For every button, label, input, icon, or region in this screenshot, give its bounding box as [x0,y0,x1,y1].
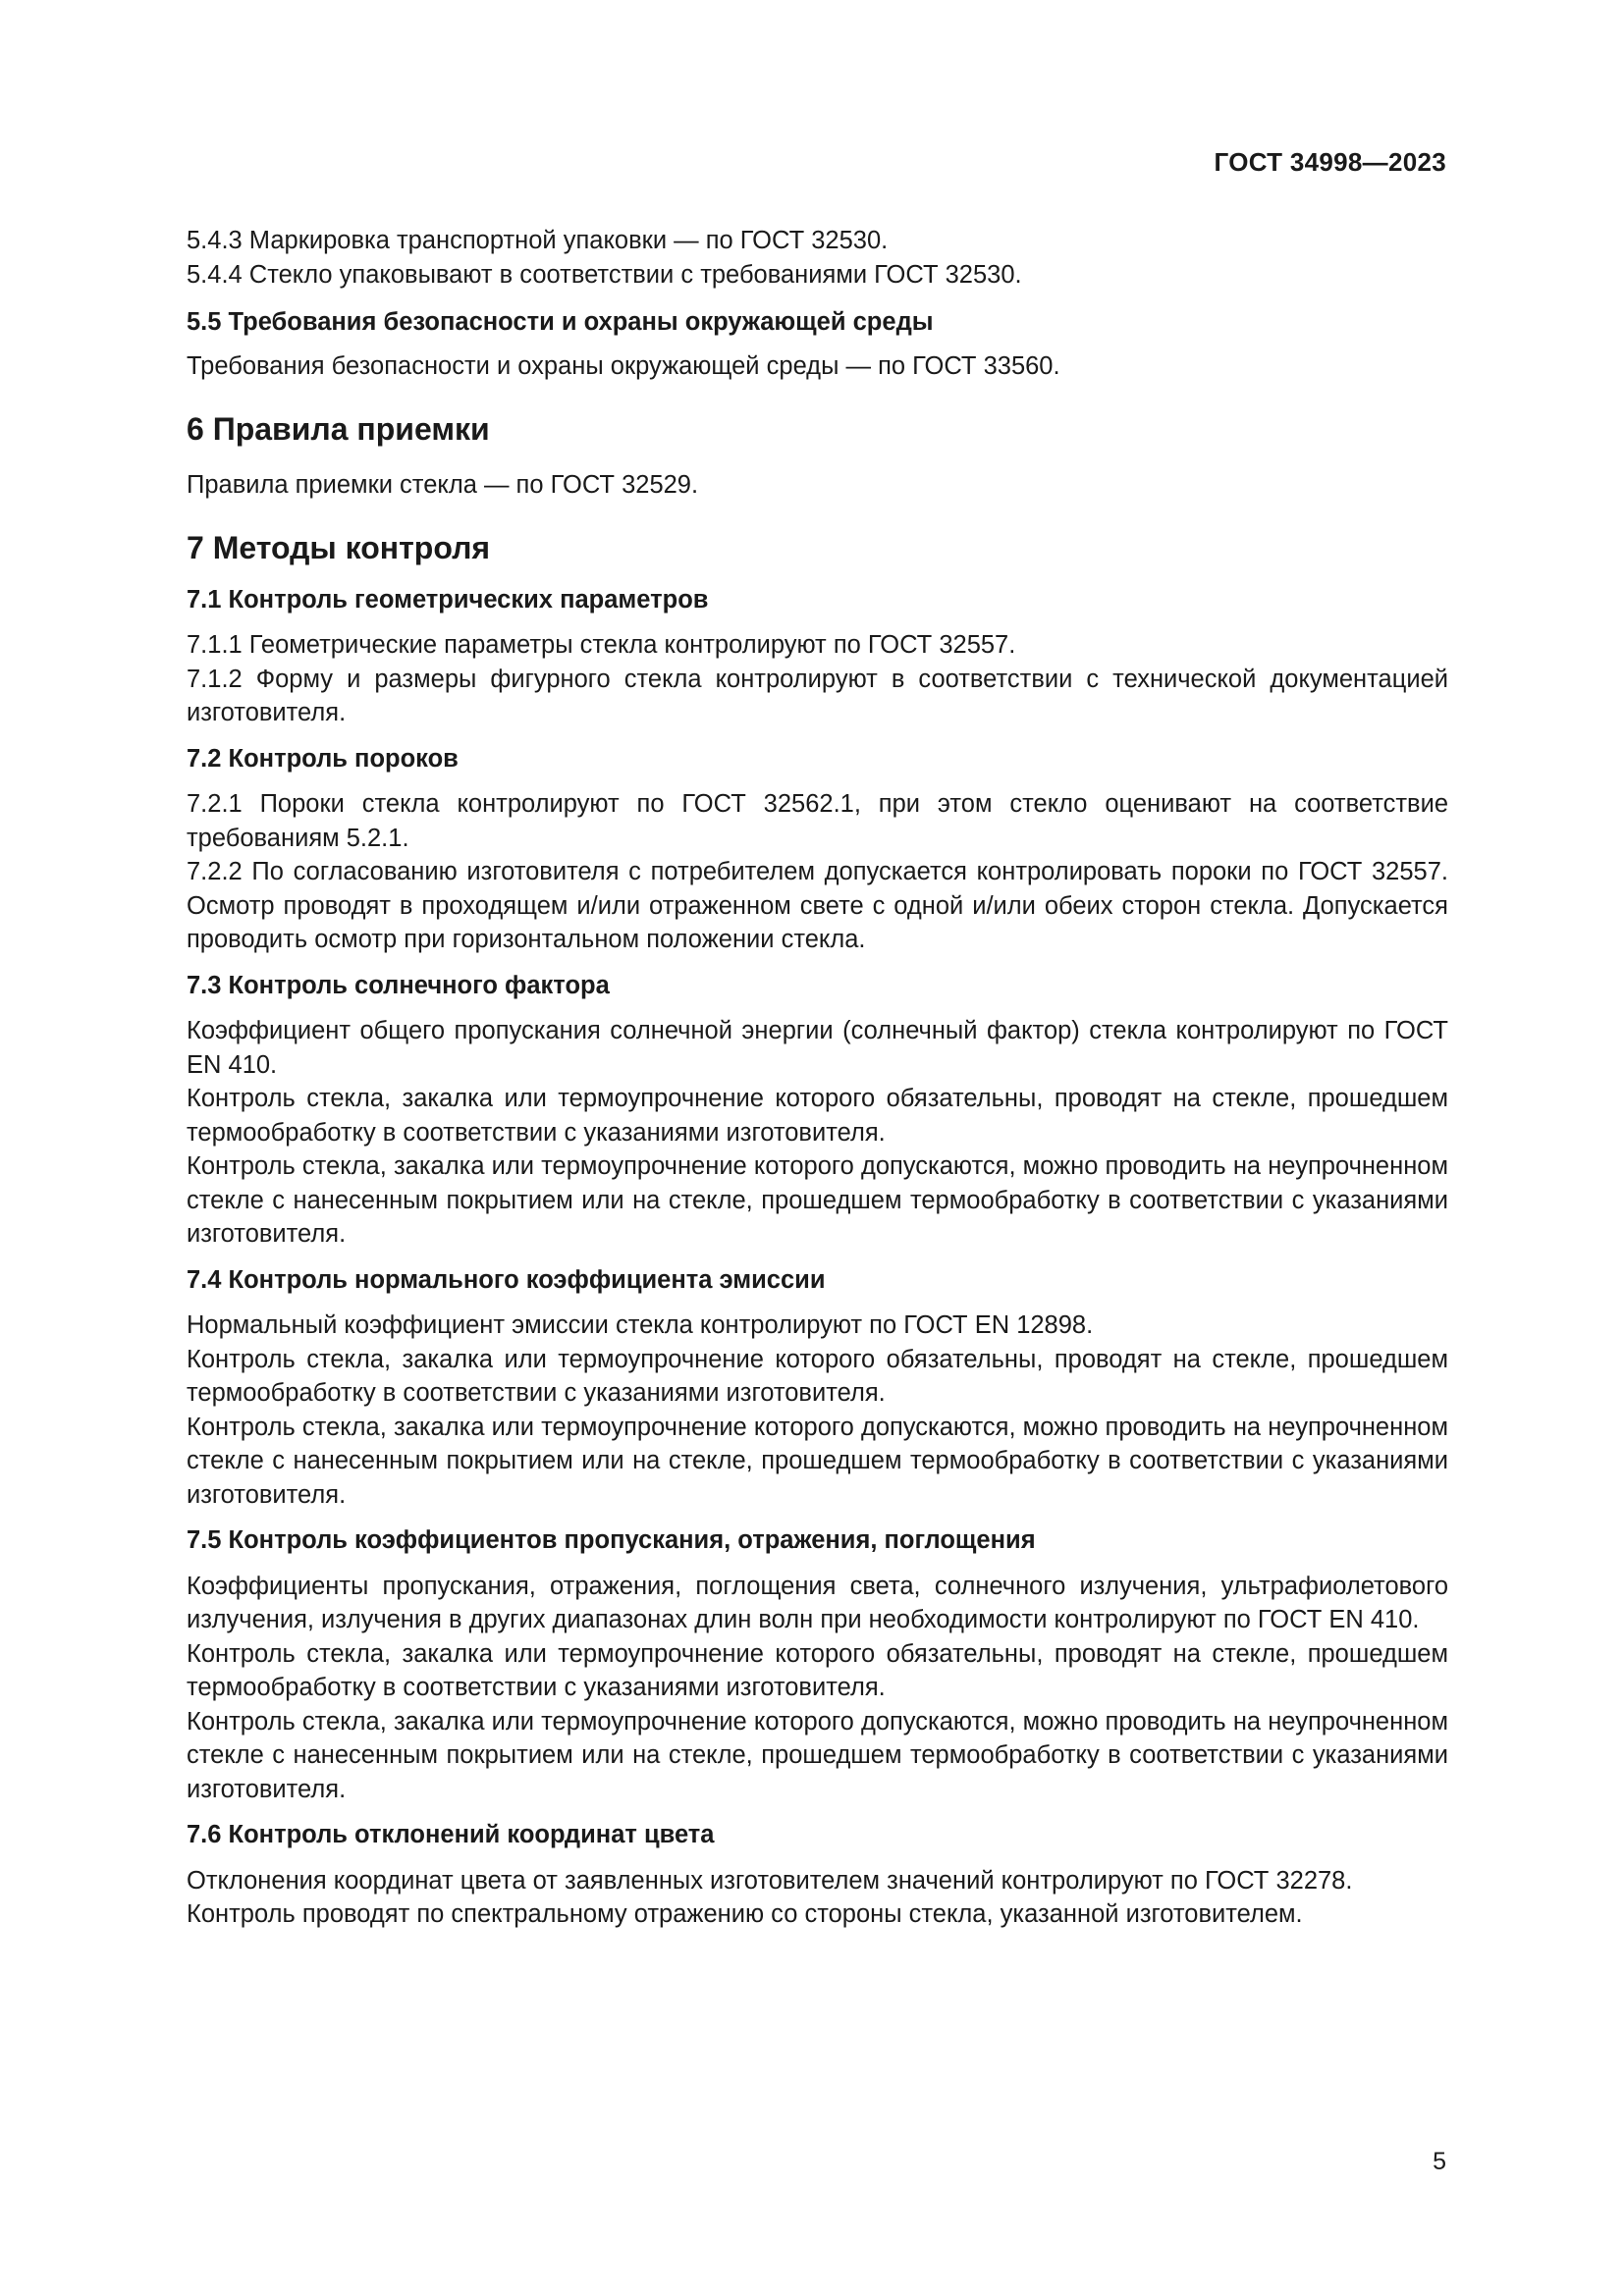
paragraph-7-4-b: Контроль стекла, закалка или термоупрочнение которого обязательны, проводят на стекле, прошедшем термообработку в соответствии с указаниями изготовителя. [187,1345,1448,1407]
clause-5-4-3: 5.4.3 Маркировка транспортной упаковки — по ГОСТ 32530. [187,227,889,254]
paragraph-7-3-c: Контроль стекла, закалка или термоупрочнение которого допускаются, можно проводить на неупрочненном стекле с нанесенным покрытием или на стекле, прошедшем термообработку в соответствии с указаниями изготовителя. [187,1152,1448,1248]
heading-7-2: 7.2 Контроль пороков [187,744,459,773]
heading-7-3: 7.3 Контроль солнечного фактора [187,971,610,999]
paragraph-7-5-c: Контроль стекла, закалка или термоупрочнение которого допускаются, можно проводить на неупрочненном стекле с нанесенным покрытием или на стекле, прошедшем термообработку в соответствии с указаниями изготовителя. [187,1707,1448,1803]
paragraph-7-3-b: Контроль стекла, закалка или термоупрочнение которого обязательны, проводят на стекле, прошедшем термообработку в соответствии с указаниями изготовителя. [187,1085,1448,1147]
heading-5-5: 5.5 Требования безопасности и охраны окружающей среды [187,308,934,336]
clause-7-1-1: 7.1.1 Геометрические параметры стекла контролируют по ГОСТ 32557. [187,631,1016,659]
paragraph-7-4-a: Нормальный коэффициент эмиссии стекла контролируют по ГОСТ EN 12898. [187,1311,1094,1339]
clause-7-2-2: 7.2.2 По согласованию изготовителя с потребителем допускается контролировать пороки по ГОСТ 32557. Осмотр проводят в проходящем и/или отраженном свете с одной и/или обеих сторон стекла. Допускается проводить осмотр при горизонтальном положении стекла. [187,858,1448,953]
clause-5-4-4: 5.4.4 Стекло упаковывают в соответствии с требованиями ГОСТ 32530. [187,260,1022,289]
document-body [187,224,1448,1932]
paragraph-7-4-c: Контроль стекла, закалка или термоупрочнение которого допускаются, можно проводить на неупрочненном стекле с нанесенным покрытием или на стекле, прошедшем термообработку в соответствии с указаниями изготовителя. [187,1413,1448,1509]
paragraph-7-3-a: Коэффициент общего пропускания солнечной энергии (солнечный фактор) стекла контролируют по ГОСТ EN 410. [187,1017,1448,1079]
heading-6: 6 Правила приемки [187,411,490,447]
heading-7-4: 7.4 Контроль нормального коэффициента эмиссии [187,1265,826,1294]
page-number: 5 [1433,2148,1446,2175]
document-id-header: ГОСТ 34998—2023 [1214,147,1446,177]
paragraph-7-5-a: Коэффициенты пропускания, отражения, поглощения света, солнечного излучения, ультрафиолетового излучения, излучения в других диапазонах длин волн при необходимости контролируют по ГОСТ EN 410. [187,1572,1448,1633]
heading-7-1: 7.1 Контроль геометрических параметров [187,585,709,614]
paragraph-6: Правила приемки стекла — по ГОСТ 32529. [187,470,699,499]
paragraph-7-6-b: Контроль проводят по спектральному отражению со стороны стекла, указанной изготовителем. [187,1900,1303,1928]
heading-7-5: 7.5 Контроль коэффициентов пропускания, отражения, поглощения [187,1526,1036,1554]
heading-7: 7 Методы контроля [187,530,491,565]
paragraph-7-6-a: Отклонения координат цвета от заявленных изготовителем значений контролируют по ГОСТ 32278. [187,1866,1353,1895]
paragraph-7-5-b: Контроль стекла, закалка или термоупрочнение которого обязательны, проводят на стекле, прошедшем термообработку в соответствии с указаниями изготовителя. [187,1639,1448,1701]
clause-7-2-1: 7.2.1 Пороки стекла контролируют по ГОСТ 32562.1, при этом стекло оценивают на соответствие требованиям 5.2.1. [187,790,1448,852]
heading-7-6: 7.6 Контроль отклонений координат цвета [187,1821,715,1848]
paragraph-5-5: Требования безопасности и охраны окружающей среды — по ГОСТ 33560. [187,351,1060,380]
clause-7-1-2: 7.1.2 Форму и размеры фигурного стекла контролируют в соответствии с технической документацией изготовителя. [187,665,1448,726]
